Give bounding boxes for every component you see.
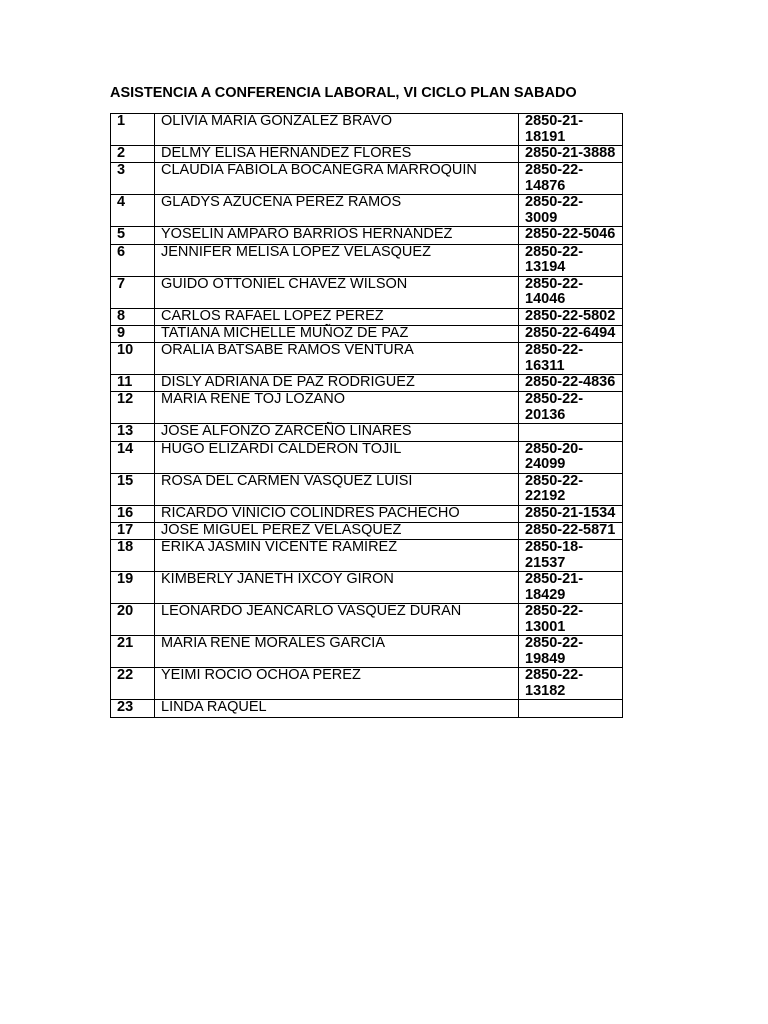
document-title: ASISTENCIA A CONFERENCIA LABORAL, VI CICLO PLAN SABADO [110,85,577,101]
student-id: 2850-22-13194 [519,244,623,276]
student-id [519,424,623,441]
table-row [111,505,623,522]
student-id: 2850-21-18429 [519,572,623,604]
student-id [519,700,623,717]
attendee-name: LINDA RAQUEL [155,700,519,717]
row-number: 13 [111,424,155,441]
attendee-name: DELMY ELISA HERNANDEZ FLORES [155,146,519,163]
attendee-name: JOSE MIGUEL PEREZ VELASQUEZ [155,523,519,540]
row-number: 19 [111,572,155,604]
student-id: 2850-20-24099 [519,441,623,473]
table-row [111,473,623,505]
table-row [111,308,623,325]
attendee-name: JENNIFER MELISA LOPEZ VELASQUEZ [155,244,519,276]
row-number: 1 [111,114,155,146]
table-row [111,325,623,342]
student-id: 2850-21-3888 [519,146,623,163]
table-row [111,523,623,540]
attendee-name: MARIA RENE TOJ LOZANO [155,392,519,424]
row-number: 17 [111,523,155,540]
student-id: 2850-22-20136 [519,392,623,424]
attendee-name: HUGO ELIZARDI CALDERON TOJIL [155,441,519,473]
student-id: 2850-22-13001 [519,604,623,636]
attendee-name: GUIDO OTTONIEL CHAVEZ WILSON [155,276,519,308]
row-number: 12 [111,392,155,424]
table-row [111,343,623,375]
student-id: 2850-22-13182 [519,668,623,700]
attendee-name: DISLY ADRIANA DE PAZ RODRIGUEZ [155,375,519,392]
row-number: 9 [111,325,155,342]
table-row [111,146,623,163]
row-number: 4 [111,195,155,227]
student-id: 2850-22-4836 [519,375,623,392]
table-row [111,276,623,308]
table-row [111,668,623,700]
student-id: 2850-22-14876 [519,163,623,195]
table-row [111,540,623,572]
table-row [111,424,623,441]
row-number: 5 [111,227,155,244]
row-number: 6 [111,244,155,276]
student-id: 2850-21-18191 [519,114,623,146]
row-number: 23 [111,700,155,717]
table-row [111,114,623,146]
row-number: 2 [111,146,155,163]
student-id: 2850-22-22192 [519,473,623,505]
attendee-name: GLADYS AZUCENA PEREZ RAMOS [155,195,519,227]
student-id: 2850-21-1534 [519,505,623,522]
attendee-name: CLAUDIA FABIOLA BOCANEGRA MARROQUIN [155,163,519,195]
student-id: 2850-22- 3009 [519,195,623,227]
student-id: 2850-22-14046 [519,276,623,308]
table-row [111,441,623,473]
table-row [111,163,623,195]
student-id: 2850-22-16311 [519,343,623,375]
row-number: 15 [111,473,155,505]
attendee-name: RICARDO VINICIO COLINDRES PACHECHO [155,505,519,522]
row-number: 10 [111,343,155,375]
row-number: 21 [111,636,155,668]
table-row [111,375,623,392]
attendee-name: YEIMI ROCIO OCHOA PEREZ [155,668,519,700]
attendee-name: JOSE ALFONZO ZARCEÑO LINARES [155,424,519,441]
table-row [111,392,623,424]
attendance-table-body [111,114,623,718]
row-number: 8 [111,308,155,325]
table-row [111,227,623,244]
attendee-name: MARIA RENE MORALES GARCIA [155,636,519,668]
attendee-name: ERIKA JASMIN VICENTE RAMIREZ [155,540,519,572]
attendee-name: ROSA DEL CARMEN VASQUEZ LUISI [155,473,519,505]
row-number: 3 [111,163,155,195]
table-row [111,636,623,668]
table-row [111,195,623,227]
attendance-table [110,113,623,718]
student-id: 2850-22-19849 [519,636,623,668]
student-id: 2850-22-5802 [519,308,623,325]
table-row [111,244,623,276]
student-id: 2850-22-5046 [519,227,623,244]
row-number: 14 [111,441,155,473]
attendee-name: OLIVIA MARIA GONZALEZ BRAVO [155,114,519,146]
student-id: 2850-22-5871 [519,523,623,540]
attendee-name: TATIANA MICHELLE MUÑOZ DE PAZ [155,325,519,342]
row-number: 20 [111,604,155,636]
row-number: 22 [111,668,155,700]
student-id: 2850-22-6494 [519,325,623,342]
attendee-name: ORALIA BATSABE RAMOS VENTURA [155,343,519,375]
attendee-name: LEONARDO JEANCARLO VASQUEZ DURAN [155,604,519,636]
table-row [111,700,623,717]
attendee-name: CARLOS RAFAEL LOPEZ PEREZ [155,308,519,325]
table-row [111,604,623,636]
row-number: 16 [111,505,155,522]
table-row [111,572,623,604]
row-number: 7 [111,276,155,308]
student-id: 2850-18-21537 [519,540,623,572]
attendee-name: YOSELIN AMPARO BARRIOS HERNANDEZ [155,227,519,244]
row-number: 18 [111,540,155,572]
row-number: 11 [111,375,155,392]
attendee-name: KIMBERLY JANETH IXCOY GIRON [155,572,519,604]
